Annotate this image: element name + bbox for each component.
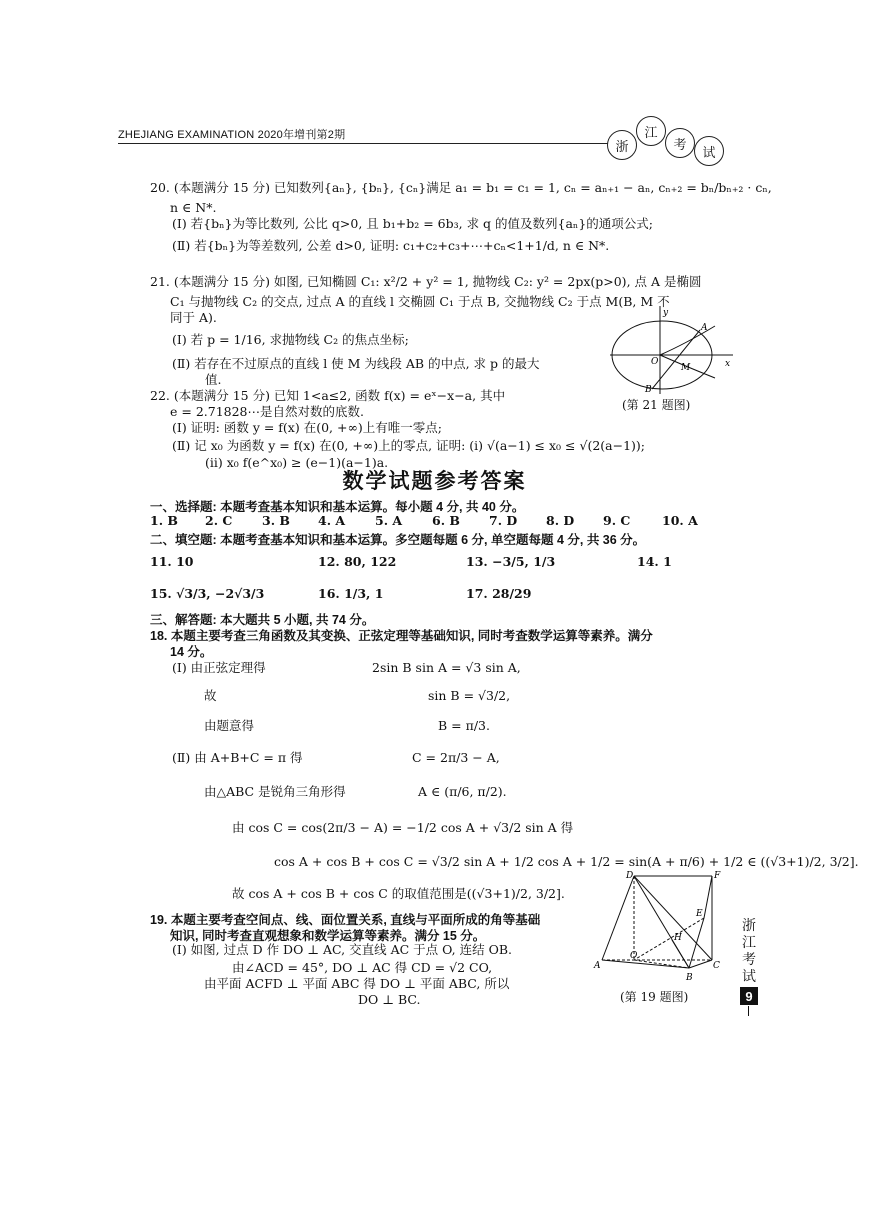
q19-step2: 由∠ACD = 45°, DO ⊥ AC 得 CD = √2 CO,	[232, 960, 493, 975]
choice-10: 10. A	[662, 513, 698, 528]
q18-step3-label: 由题意得	[204, 718, 255, 733]
choice-7: 7. D	[489, 513, 518, 528]
fig21-label-B: B	[645, 385, 652, 395]
fill-12: 12. 80, 122	[318, 554, 397, 569]
p21-part2a: (Ⅱ) 若存在不过原点的直线 l 使 M 为线段 AB 的中点, 求 p 的最大	[172, 356, 540, 371]
q18-step3-eq: B = π/3.	[438, 718, 490, 733]
choice-1: 1. B	[150, 513, 178, 528]
q18-step4-label: (Ⅱ) 由 A+B+C = π 得	[172, 750, 303, 765]
p21-part1: (Ⅰ) 若 p = 1/16, 求抛物线 C₂ 的焦点坐标;	[172, 332, 409, 347]
figure-21-caption: (第 21 题图)	[622, 398, 691, 412]
fill-17: 17. 28/29	[466, 586, 532, 601]
fig19-label-F: F	[714, 871, 721, 881]
fig21-label-y: y	[663, 308, 669, 318]
figure-21-ellipse	[605, 306, 735, 398]
fig19-label-D: D	[626, 871, 634, 881]
p22-line1: 22. (本题满分 15 分) 已知 1<a≤2, 函数 f(x) = eˣ−x−a, 其中	[150, 388, 506, 403]
p22-part2: (Ⅱ) 记 x₀ 为函数 y = f(x) 在(0, +∞)上的零点, 证明: (ⅰ) √(a−1) ≤ x₀ ≤ √(2(a−1));	[172, 438, 645, 453]
choice-8: 8. D	[546, 513, 575, 528]
choice-2: 2. C	[205, 513, 233, 528]
seal-char-1: 浙	[607, 130, 637, 160]
q18-intro1: 18. 本题主要考查三角函数及其变换、正弦定理等基础知识, 同时考查数学运算等素养。满分	[150, 629, 653, 643]
q19-intro2: 知识, 同时考查直观想象和数学运算等素养。满分 15 分。	[170, 929, 486, 943]
choice-3: 3. B	[262, 513, 290, 528]
q18-step1-label: (Ⅰ) 由正弦定理得	[172, 660, 266, 675]
p20-line2: n ∈ N*.	[170, 200, 217, 215]
fill-13: 13. −3/5, 1/3	[466, 554, 556, 569]
fig19-label-H: H	[674, 933, 682, 943]
q18-step2-eq: sin B = √3/2,	[428, 688, 511, 703]
q18-step4-eq: C = 2π/3 − A,	[412, 750, 500, 765]
p22-part3: (ⅱ) x₀ f(e^x₀) ≥ (e−1)(a−1)a.	[205, 455, 389, 470]
q18-step2-label: 故	[204, 688, 217, 703]
seal-char-4: 试	[694, 136, 724, 166]
q18-intro2: 14 分。	[170, 645, 213, 659]
q18-step6: 由 cos C = cos(2π/3 − A) = −1/2 cos A + √3/2 sin A 得	[232, 820, 574, 835]
fig19-label-O: O	[630, 951, 638, 961]
fig19-label-B: B	[686, 973, 693, 983]
q18-step5-eq: A ∈ (π/6, π/2).	[418, 784, 507, 799]
fig21-label-A: A	[701, 323, 708, 333]
choice-6: 6. B	[432, 513, 460, 528]
journal-header: ZHEJIANG EXAMINATION 2020年增刊第2期	[118, 129, 346, 141]
fig19-label-A: A	[594, 961, 601, 971]
section1-heading: 一、选择题: 本题考查基本知识和基本运算。每小题 4 分, 共 40 分。	[150, 500, 525, 514]
seal-char-3: 考	[665, 128, 695, 158]
section2-heading: 二、填空题: 本题考查基本知识和基本运算。多空题每题 6 分, 单空题每题 4 分, 共 36 分。	[150, 533, 646, 547]
fig21-label-O: O	[651, 357, 659, 367]
p21-line3: 同于 A).	[170, 310, 217, 325]
q19-step4: DO ⊥ BC.	[358, 992, 421, 1007]
q19-step3: 由平面 ACFD ⊥ 平面 ABC 得 DO ⊥ 平面 ABC, 所以	[204, 976, 510, 991]
choice-5: 5. A	[375, 513, 403, 528]
fill-14: 14. 1	[637, 554, 672, 569]
p22-line2: e = 2.71828⋯是自然对数的底数.	[170, 404, 364, 419]
fig19-label-C: C	[713, 961, 720, 971]
sidebar-rule	[748, 1006, 749, 1016]
p20-line1: 20. (本题满分 15 分) 已知数列{aₙ}, {bₙ}, {cₙ}满足 a₁ = b₁ = c₁ = 1, cₙ = aₙ₊₁ − aₙ, cₙ₊₂ = bₙ/bₙ₊₂ · cₙ,	[150, 180, 772, 195]
sidebar-vertical-title: 浙江考试	[742, 918, 756, 985]
p20-part2: (Ⅱ) 若{bₙ}为等差数列, 公差 d>0, 证明: c₁+c₂+c₃+⋯+cₙ<1+1/d, n ∈ N*.	[172, 238, 610, 253]
q18-step8: 故 cos A + cos B + cos C 的取值范围是((√3+1)/2, 3/2].	[232, 886, 565, 901]
fig19-label-E: E	[696, 909, 703, 919]
fill-16: 16. 1/3, 1	[318, 586, 384, 601]
figure-19-solid	[592, 868, 722, 986]
section3-heading: 三、解答题: 本大题共 5 小题, 共 74 分。	[150, 613, 375, 627]
q18-step7: cos A + cos B + cos C = √3/2 sin A + 1/2 cos A + 1/2 = sin(A + π/6) + 1/2 ∈ ((√3+1)/2, 3/2].	[274, 854, 859, 869]
p21-line1: 21. (本题满分 15 分) 如图, 已知椭圆 C₁: x²/2 + y² = 1, 抛物线 C₂: y² = 2px(p>0), 点 A 是椭圆	[150, 274, 702, 289]
seal-char-2: 江	[636, 116, 666, 146]
choice-4: 4. A	[318, 513, 346, 528]
p21-part2b: 值.	[205, 372, 222, 387]
p20-part1: (Ⅰ) 若{bₙ}为等比数列, 公比 q>0, 且 b₁+b₂ = 6b₃, 求 q 的值及数列{aₙ}的通项公式;	[172, 216, 654, 231]
p22-part1: (Ⅰ) 证明: 函数 y = f(x) 在(0, +∞)上有唯一零点;	[172, 420, 442, 435]
q19-step1: (Ⅰ) 如图, 过点 D 作 DO ⊥ AC, 交直线 AC 于点 O, 连结 OB.	[172, 942, 512, 957]
fig21-label-x: x	[725, 359, 731, 369]
fill-11: 11. 10	[150, 554, 194, 569]
answers-title: 数学试题参考答案	[342, 469, 527, 493]
p21-line2: C₁ 与抛物线 C₂ 的交点, 过点 A 的直线 l 交椭圆 C₁ 于点 B, 交抛物线 C₂ 于点 M(B, M 不	[170, 294, 670, 309]
fig21-label-M: M	[681, 363, 691, 373]
fill-15: 15. √3/3, −2√3/3	[150, 586, 265, 601]
header-rule	[118, 143, 608, 144]
choice-9: 9. C	[603, 513, 631, 528]
q18-step1-eq: 2sin B sin A = √3 sin A,	[372, 660, 521, 675]
figure-19-caption: (第 19 题图)	[620, 990, 689, 1004]
q18-step5-label: 由△ABC 是锐角三角形得	[204, 784, 346, 799]
page-number: 9	[740, 987, 758, 1005]
q19-intro1: 19. 本题主要考查空间点、线、面位置关系, 直线与平面所成的角等基础	[150, 913, 541, 927]
